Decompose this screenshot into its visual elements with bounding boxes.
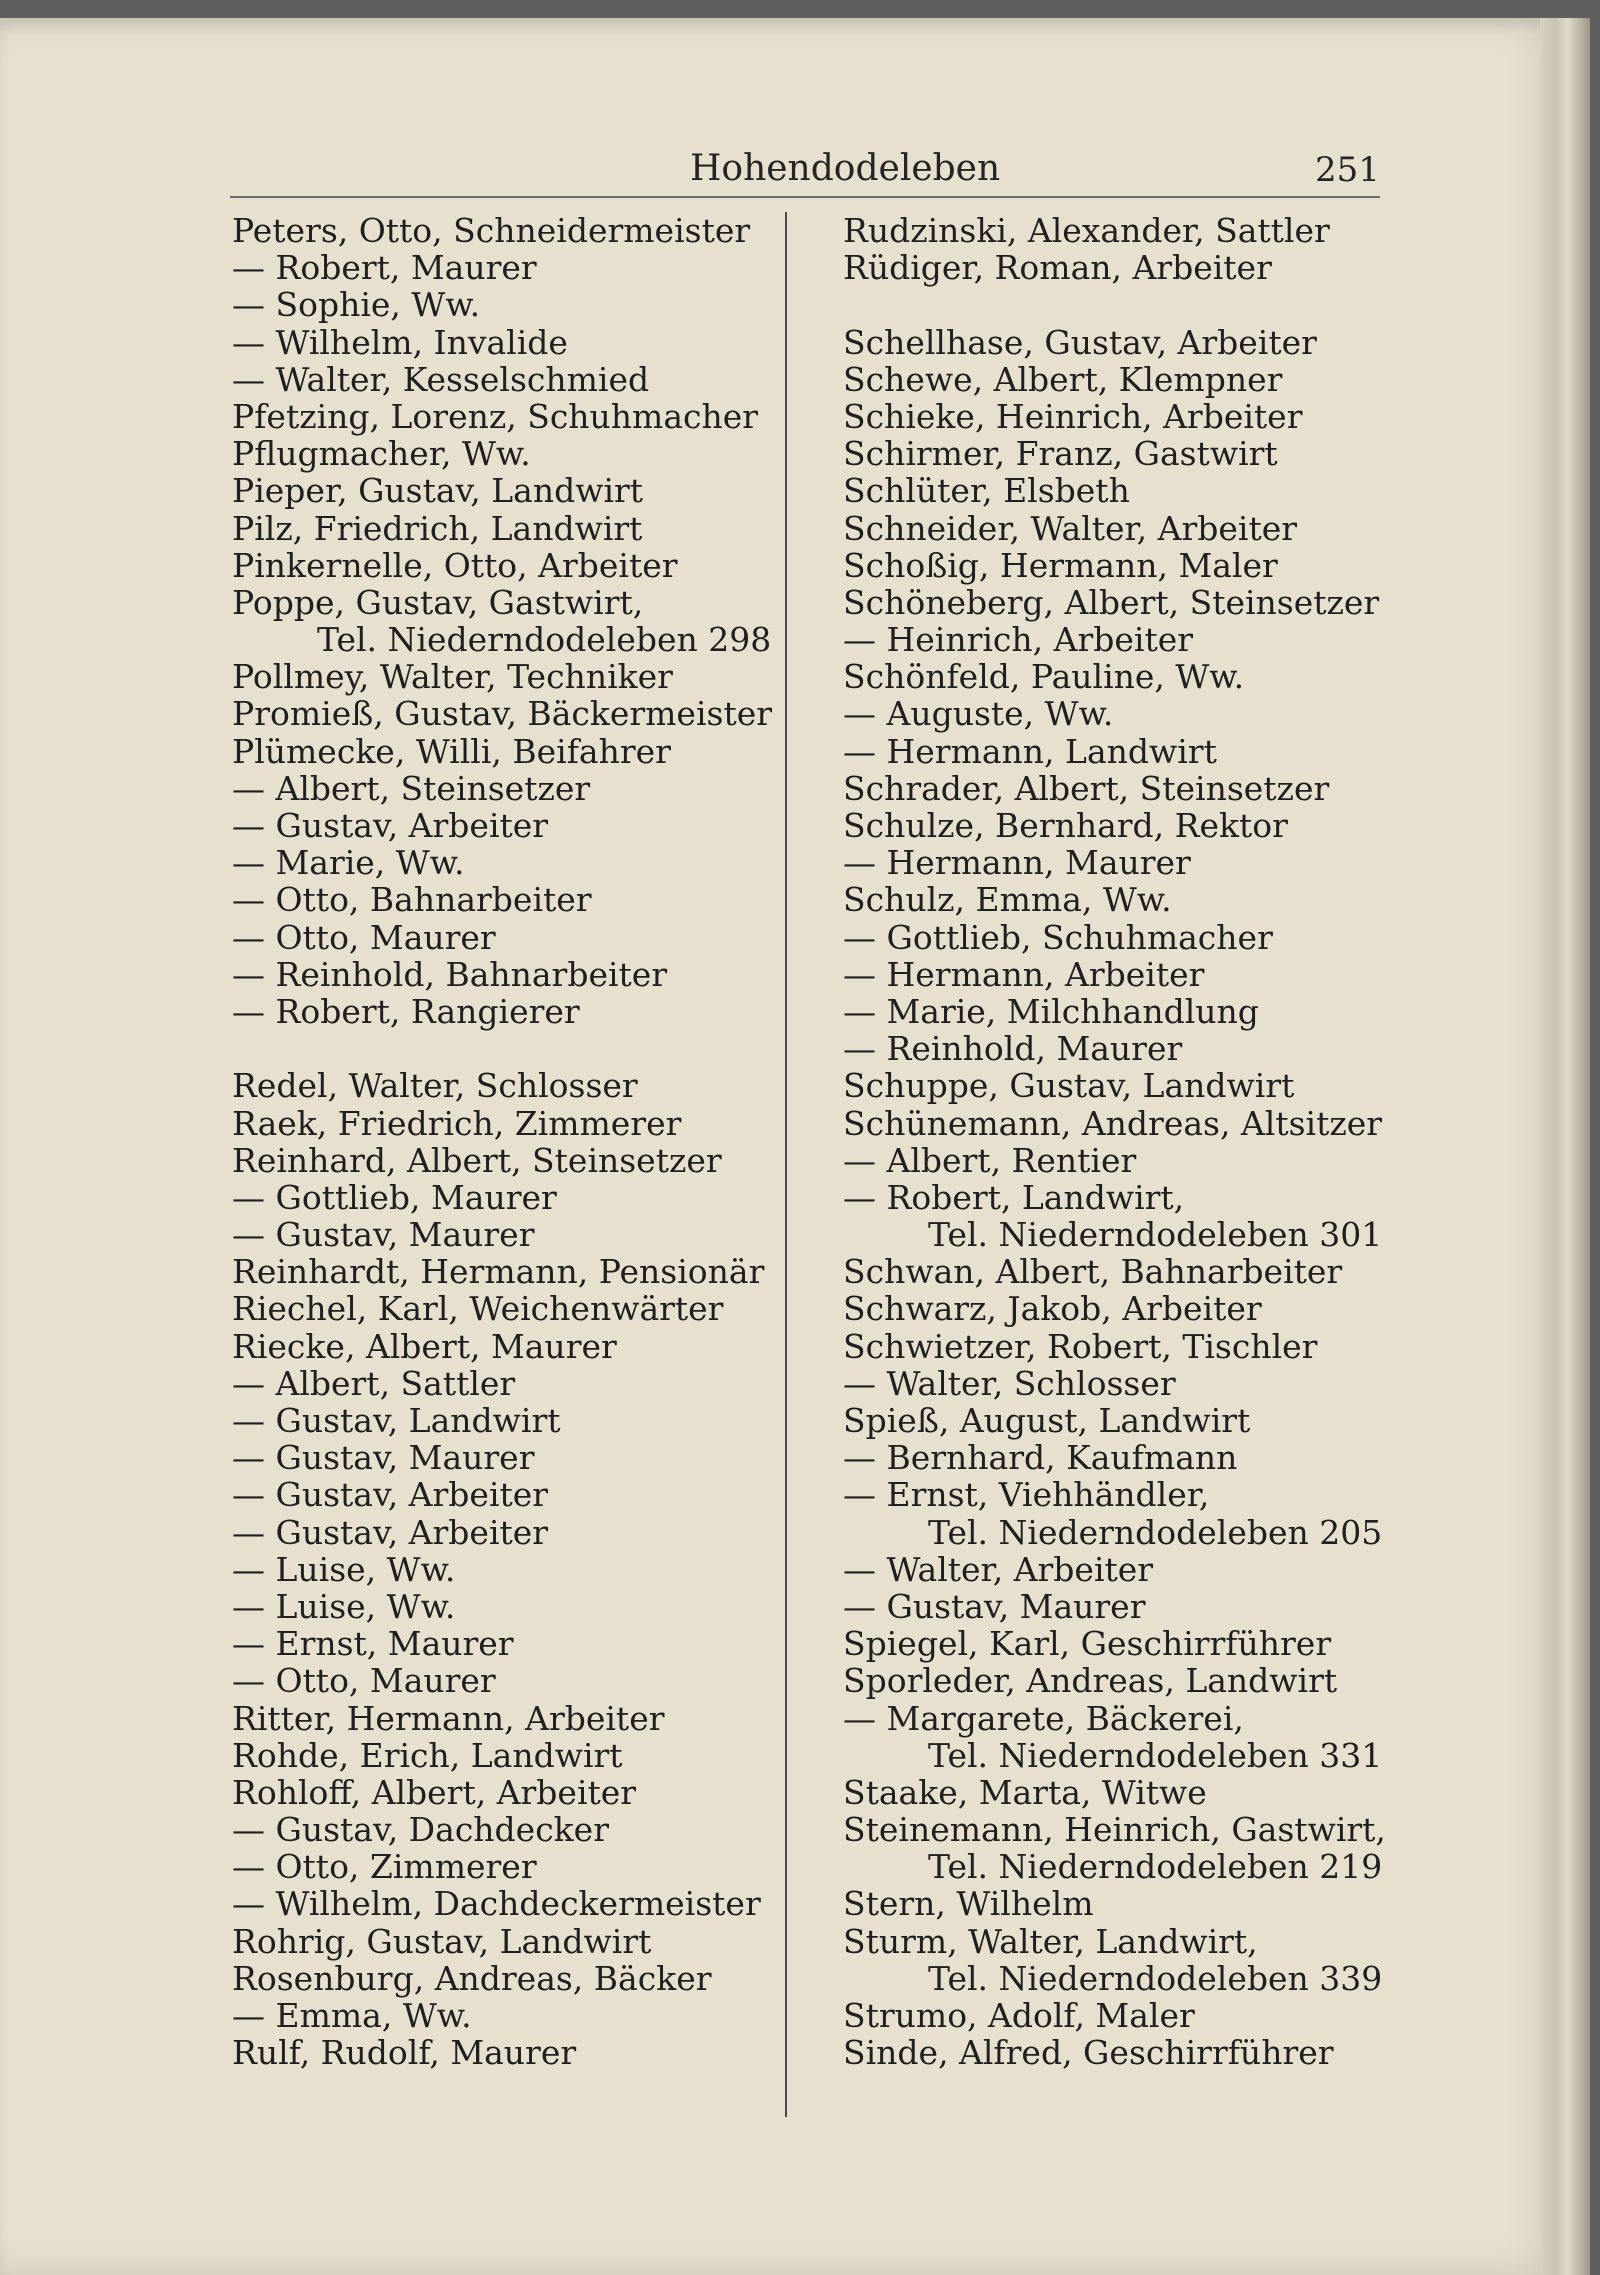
directory-entry: — Otto, Zimmerer xyxy=(232,1847,537,1887)
directory-entry: — Gottlieb, Maurer xyxy=(232,1177,557,1217)
directory-entry: Rudzinski, Alexander, Sattler xyxy=(843,211,1330,250)
directory-entry: — Robert, Landwirt, xyxy=(843,1177,1185,1217)
directory-entry: Pflugmacher, Ww. xyxy=(232,434,531,474)
directory-entry: Rohde, Erich, Landwirt xyxy=(232,1735,623,1775)
directory-entry: Pinkernelle, Otto, Arbeiter xyxy=(232,545,678,585)
directory-entry: — Gustav, Maurer xyxy=(232,1215,535,1255)
directory-entry: — Wilhelm, Dachdeckermeister xyxy=(232,1884,761,1924)
directory-entry: Spieß, August, Landwirt xyxy=(843,1401,1251,1440)
directory-entry: — Reinhold, Bahnarbeiter xyxy=(232,954,668,994)
directory-entry: — Auguste, Ww. xyxy=(843,694,1114,734)
directory-entry: — Otto, Bahnarbeiter xyxy=(232,880,592,920)
directory-entry: Reinhardt, Hermann, Pensionär xyxy=(232,1252,765,1292)
directory-entry: Schellhase, Gustav, Arbeiter xyxy=(843,322,1317,362)
directory-entry: Schöneberg, Albert, Steinsetzer xyxy=(843,582,1380,622)
directory-entry: Pieper, Gustav, Landwirt xyxy=(232,471,644,511)
directory-entry: Steinemann, Heinrich, Gastwirt, xyxy=(843,1810,1386,1850)
right-column xyxy=(843,212,1388,2071)
directory-entry: Tel. Niederndodeleben 339 xyxy=(928,1958,1383,1998)
directory-entry: Schoßig, Hermann, Maler xyxy=(843,545,1278,585)
page-title: Hohendodeleben xyxy=(690,148,1001,189)
directory-entry: Tel. Niederndodeleben 301 xyxy=(928,1215,1383,1255)
directory-entry: — Gustav, Dachdecker xyxy=(232,1810,609,1850)
header-rule xyxy=(230,196,1380,198)
section-gap xyxy=(843,286,1388,323)
directory-entry: Schirmer, Franz, Gastwirt xyxy=(843,434,1278,474)
directory-entry: Poppe, Gustav, Gastwirt, xyxy=(232,582,644,622)
directory-entry: Riecke, Albert, Maurer xyxy=(232,1326,617,1366)
directory-entry: — Gustav, Arbeiter xyxy=(232,806,549,845)
directory-entry: Sinde, Alfred, Geschirrführer xyxy=(843,2033,1334,2073)
directory-entry: — Gustav, Maurer xyxy=(843,1586,1146,1626)
directory-entry: — Walter, Schlosser xyxy=(843,1363,1176,1403)
directory-entry: Staake, Marta, Witwe xyxy=(843,1772,1207,1812)
directory-entry: — Reinhold, Maurer xyxy=(843,1029,1183,1069)
directory-entry: — Hermann, Arbeiter xyxy=(843,954,1205,994)
directory-entry: Schulz, Emma, Ww. xyxy=(843,880,1172,920)
directory-entry: Sporleder, Andreas, Landwirt xyxy=(843,1661,1338,1701)
directory-entry: Pilz, Friedrich, Landwirt xyxy=(232,508,643,548)
directory-entry: — Otto, Maurer xyxy=(232,1661,496,1701)
directory-entry: Schönfeld, Pauline, Ww. xyxy=(843,657,1245,697)
directory-entry: — Gustav, Maurer xyxy=(232,1438,535,1478)
directory-entry: Tel. Niederndodeleben 219 xyxy=(928,1847,1383,1887)
directory-entry: Tel. Niederndodeleben 331 xyxy=(928,1735,1383,1775)
directory-entry: — Ernst, Viehhändler, xyxy=(843,1475,1210,1515)
directory-entry: Ritter, Hermann, Arbeiter xyxy=(232,1698,665,1738)
directory-entry: — Heinrich, Arbeiter xyxy=(843,620,1194,660)
directory-entry: Tel. Niederndodeleben 298 xyxy=(317,620,772,660)
directory-entry: — Robert, Rangierer xyxy=(232,991,580,1031)
directory-entry: Promieß, Gustav, Bäckermeister xyxy=(232,694,773,734)
directory-entry: — Albert, Steinsetzer xyxy=(232,768,591,808)
directory-entry: — Luise, Ww. xyxy=(232,1549,456,1589)
directory-entry: Schneider, Walter, Arbeiter xyxy=(843,508,1298,548)
directory-entry: Schwietzer, Robert, Tischler xyxy=(843,1326,1318,1366)
directory-entry: Rulf, Rudolf, Maurer xyxy=(232,2033,577,2073)
directory-entry: — Gottlieb, Schuhmacher xyxy=(843,917,1273,957)
directory-entry: Rohrig, Gustav, Landwirt xyxy=(232,1921,652,1961)
directory-entry: Sturm, Walter, Landwirt, xyxy=(843,1921,1258,1961)
column-divider xyxy=(785,212,787,2117)
directory-entry: Stern, Wilhelm xyxy=(843,1884,1094,1924)
directory-entry: Schulze, Bernhard, Rektor xyxy=(843,806,1288,845)
page-edge xyxy=(1540,18,1590,2275)
directory-entry: Riechel, Karl, Weichenwärter xyxy=(232,1289,724,1329)
directory-entry: — Ernst, Maurer xyxy=(232,1624,514,1664)
directory-entry: — Wilhelm, Invalide xyxy=(232,322,568,362)
directory-entry: — Marie, Ww. xyxy=(232,843,465,883)
directory-entry: — Robert, Maurer xyxy=(232,248,537,288)
directory-entry: Strumo, Adolf, Maler xyxy=(843,1996,1195,2035)
directory-entry: Plümecke, Willi, Beifahrer xyxy=(232,731,671,771)
directory-entry: — Hermann, Maurer xyxy=(843,843,1191,883)
page-number: 251 xyxy=(1315,150,1380,190)
directory-entry: — Margarete, Bäckerei, xyxy=(843,1698,1244,1738)
directory-entry: Reinhard, Albert, Steinsetzer xyxy=(232,1140,722,1180)
directory-entry: — Luise, Ww. xyxy=(232,1586,456,1626)
directory-entry: — Marie, Milchhandlung xyxy=(843,991,1259,1031)
directory-entry: Schlüter, Elsbeth xyxy=(843,471,1130,511)
directory-entry: Peters, Otto, Schneidermeister xyxy=(232,211,751,250)
section-gap xyxy=(232,1030,772,1067)
directory-entry: Schieke, Heinrich, Arbeiter xyxy=(843,396,1303,436)
directory-entry: — Bernhard, Kaufmann xyxy=(843,1438,1238,1478)
directory-entry: Schrader, Albert, Steinsetzer xyxy=(843,768,1330,808)
left-column xyxy=(232,212,772,2071)
directory-entry: Schwarz, Jakob, Arbeiter xyxy=(843,1289,1262,1329)
directory-entry: — Emma, Ww. xyxy=(232,1996,472,2035)
directory-entry: — Sophie, Ww. xyxy=(232,285,481,325)
directory-entry: — Walter, Arbeiter xyxy=(843,1549,1154,1589)
directory-entry: Schwan, Albert, Bahnarbeiter xyxy=(843,1252,1343,1292)
directory-entry: — Hermann, Landwirt xyxy=(843,731,1217,771)
directory-entry: Rosenburg, Andreas, Bäcker xyxy=(232,1958,712,1998)
directory-entry: — Gustav, Arbeiter xyxy=(232,1512,549,1552)
directory-entry: Rüdiger, Roman, Arbeiter xyxy=(843,248,1272,288)
directory-entry: — Albert, Sattler xyxy=(232,1363,516,1403)
directory-entry: — Walter, Kesselschmied xyxy=(232,359,650,399)
directory-entry: Raek, Friedrich, Zimmerer xyxy=(232,1103,682,1143)
directory-entry: Schewe, Albert, Klempner xyxy=(843,359,1283,399)
directory-entry: — Albert, Rentier xyxy=(843,1140,1137,1180)
directory-entry: Pollmey, Walter, Techniker xyxy=(232,657,673,697)
directory-entry: — Otto, Maurer xyxy=(232,917,496,957)
directory-entry: Rohloff, Albert, Arbeiter xyxy=(232,1772,637,1812)
directory-entry: Spiegel, Karl, Geschirrführer xyxy=(843,1624,1332,1664)
directory-entry: Redel, Walter, Schlosser xyxy=(232,1066,638,1106)
directory-entry: Schünemann, Andreas, Altsitzer xyxy=(843,1103,1383,1143)
directory-entry: — Gustav, Landwirt xyxy=(232,1401,561,1440)
directory-entry: Pfetzing, Lorenz, Schuhmacher xyxy=(232,396,759,436)
directory-entry: Tel. Niederndodeleben 205 xyxy=(928,1512,1383,1552)
directory-entry: Schuppe, Gustav, Landwirt xyxy=(843,1066,1295,1106)
directory-entry: — Gustav, Arbeiter xyxy=(232,1475,549,1515)
